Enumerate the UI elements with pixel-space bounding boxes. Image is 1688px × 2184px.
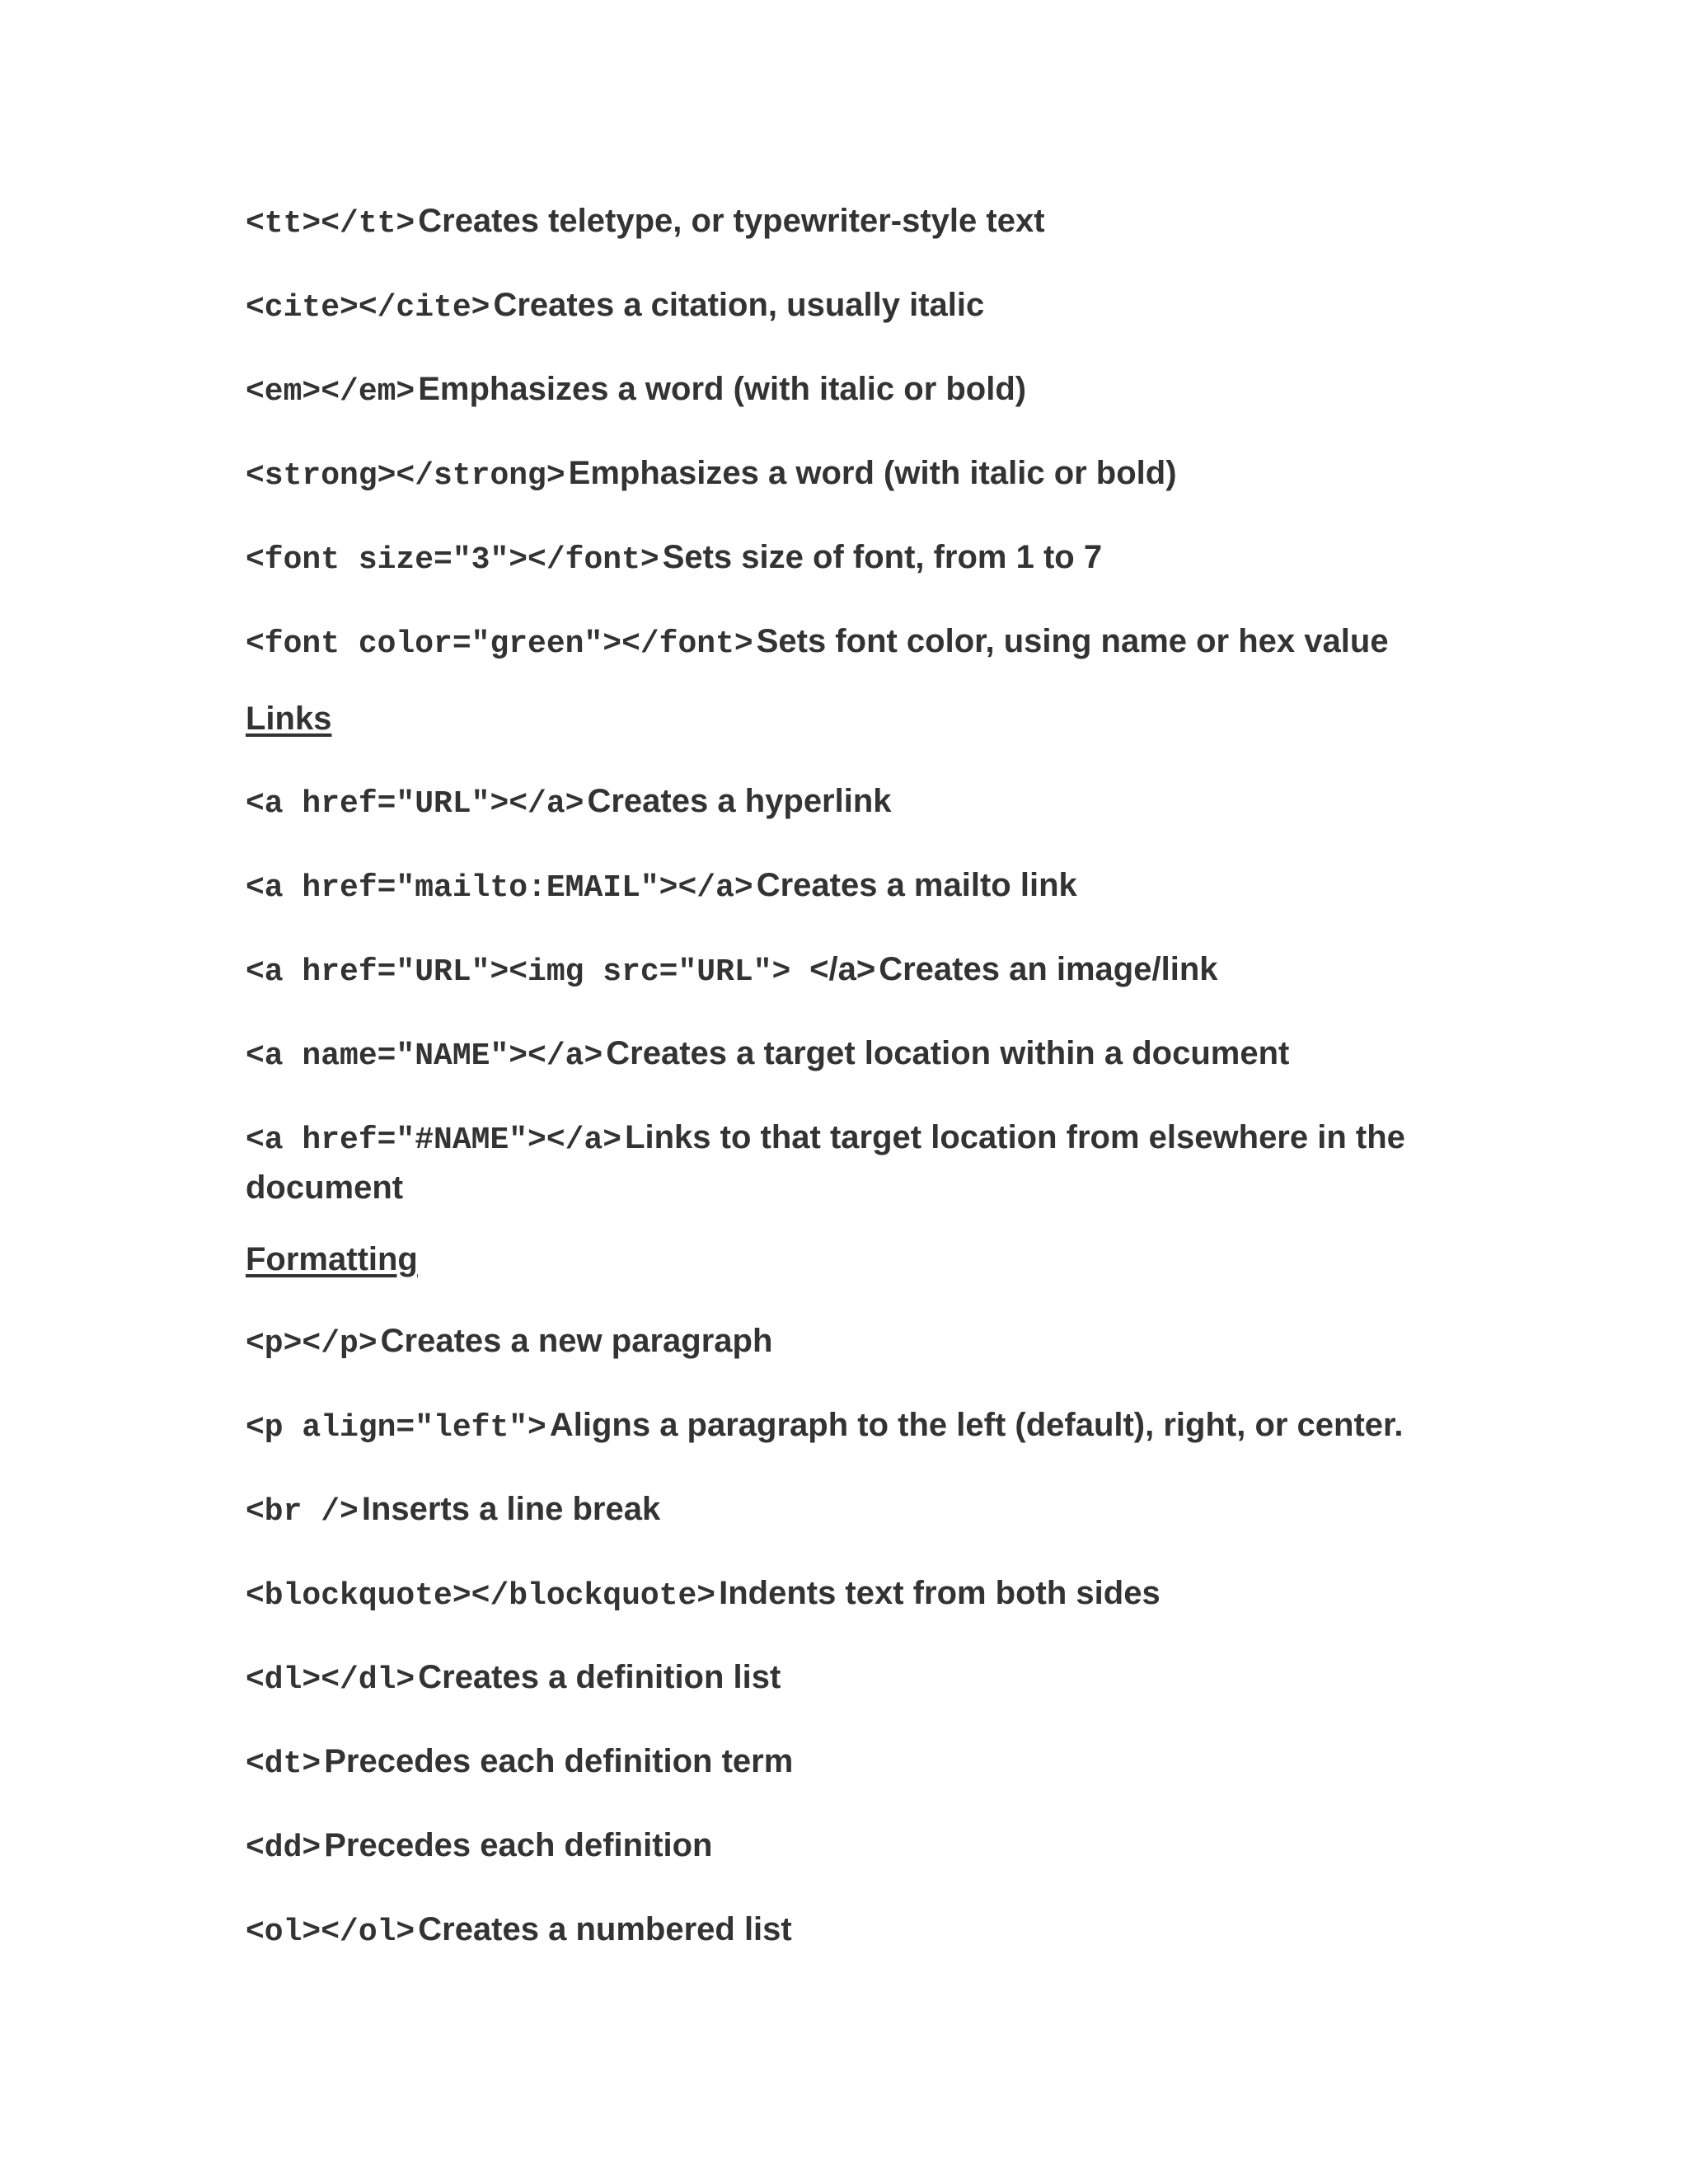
entry-dd — [246, 1824, 713, 1874]
tag-description: Precedes each definition — [324, 1827, 713, 1863]
tag-code: <dt> — [246, 1746, 321, 1782]
tag-description: Creates an image/link — [879, 951, 1218, 987]
tag-description: Sets font color, using name or hex value — [756, 623, 1389, 659]
tag-description: Precedes each definition term — [324, 1743, 794, 1779]
tag-code-closing: </a> — [809, 951, 876, 987]
tag-description: Creates a numbered list — [418, 1911, 792, 1947]
entry-font-size — [246, 536, 1102, 586]
tag-description: Emphasizes a word (with italic or bold) — [568, 455, 1177, 491]
entry-a-img — [246, 948, 1218, 998]
tag-description: Creates teletype, or typewriter-style text — [418, 203, 1045, 239]
entry-em — [246, 368, 1026, 418]
tag-code: <dl></dl> — [246, 1662, 415, 1698]
tag-code: <br /> — [246, 1494, 359, 1530]
tag-description: Indents text from both sides — [719, 1575, 1160, 1611]
tag-code: <font color="green"></font> — [246, 626, 753, 662]
tag-code: <em></em> — [246, 374, 415, 410]
entry-cite — [246, 284, 984, 334]
tag-description: Creates a citation, usually italic — [493, 287, 985, 323]
tag-code: <a href="URL"></a> — [246, 786, 584, 822]
tag-code: <a href="URL"><img src="URL"> — [246, 954, 810, 990]
tag-code: <p></p> — [246, 1326, 377, 1361]
entry-ol — [246, 1908, 792, 1958]
entry-br — [246, 1488, 660, 1538]
tag-code: <a name="NAME"></a> — [246, 1038, 603, 1074]
section-heading-links: Links — [246, 701, 332, 737]
entry-font-color — [246, 620, 1389, 670]
tag-description: Links to that target location from elsewhere in the document — [246, 1119, 1405, 1206]
tag-description: Creates a hyperlink — [587, 783, 892, 819]
tag-description: Sets size of font, from 1 to 7 — [662, 539, 1103, 575]
tag-description: Aligns a paragraph to the left (default), right, or center. — [549, 1407, 1404, 1443]
tag-code: <a href="mailto:EMAIL"></a> — [246, 870, 753, 906]
entry-p — [246, 1319, 772, 1370]
entry-dl — [246, 1656, 781, 1706]
tag-code: <p align="left"> — [246, 1410, 546, 1446]
tag-code: <strong></strong> — [246, 458, 565, 494]
tag-description: Creates a target location within a document — [606, 1035, 1290, 1071]
entry-strong — [246, 452, 1177, 502]
entry-a-mailto — [246, 864, 1077, 914]
tag-code: <ol></ol> — [246, 1915, 415, 1950]
tag-code: <dd> — [246, 1830, 321, 1866]
entry-a-name — [246, 1032, 1289, 1082]
tag-description: Creates a definition list — [418, 1659, 781, 1695]
entry-dt — [246, 1740, 793, 1790]
tag-code: <a href="#NAME"></a> — [246, 1122, 622, 1158]
tag-code: <cite></cite> — [246, 290, 490, 326]
tag-code: <blockquote></blockquote> — [246, 1578, 716, 1614]
entry-blockquote — [246, 1572, 1160, 1622]
section-heading-formatting: Formatting — [246, 1241, 418, 1277]
tag-code: <font size="3"></font> — [246, 542, 659, 578]
entry-tt — [246, 199, 1045, 250]
tag-description: Creates a new paragraph — [380, 1323, 773, 1359]
tag-description: Creates a mailto link — [756, 867, 1077, 903]
tag-description: Inserts a line break — [361, 1491, 661, 1527]
tag-code: <tt></tt> — [246, 206, 415, 241]
entry-p-align — [246, 1404, 1404, 1454]
entry-a-href-name — [246, 1116, 1449, 1216]
entry-a-href — [246, 780, 892, 830]
tag-description: Emphasizes a word (with italic or bold) — [418, 371, 1027, 407]
